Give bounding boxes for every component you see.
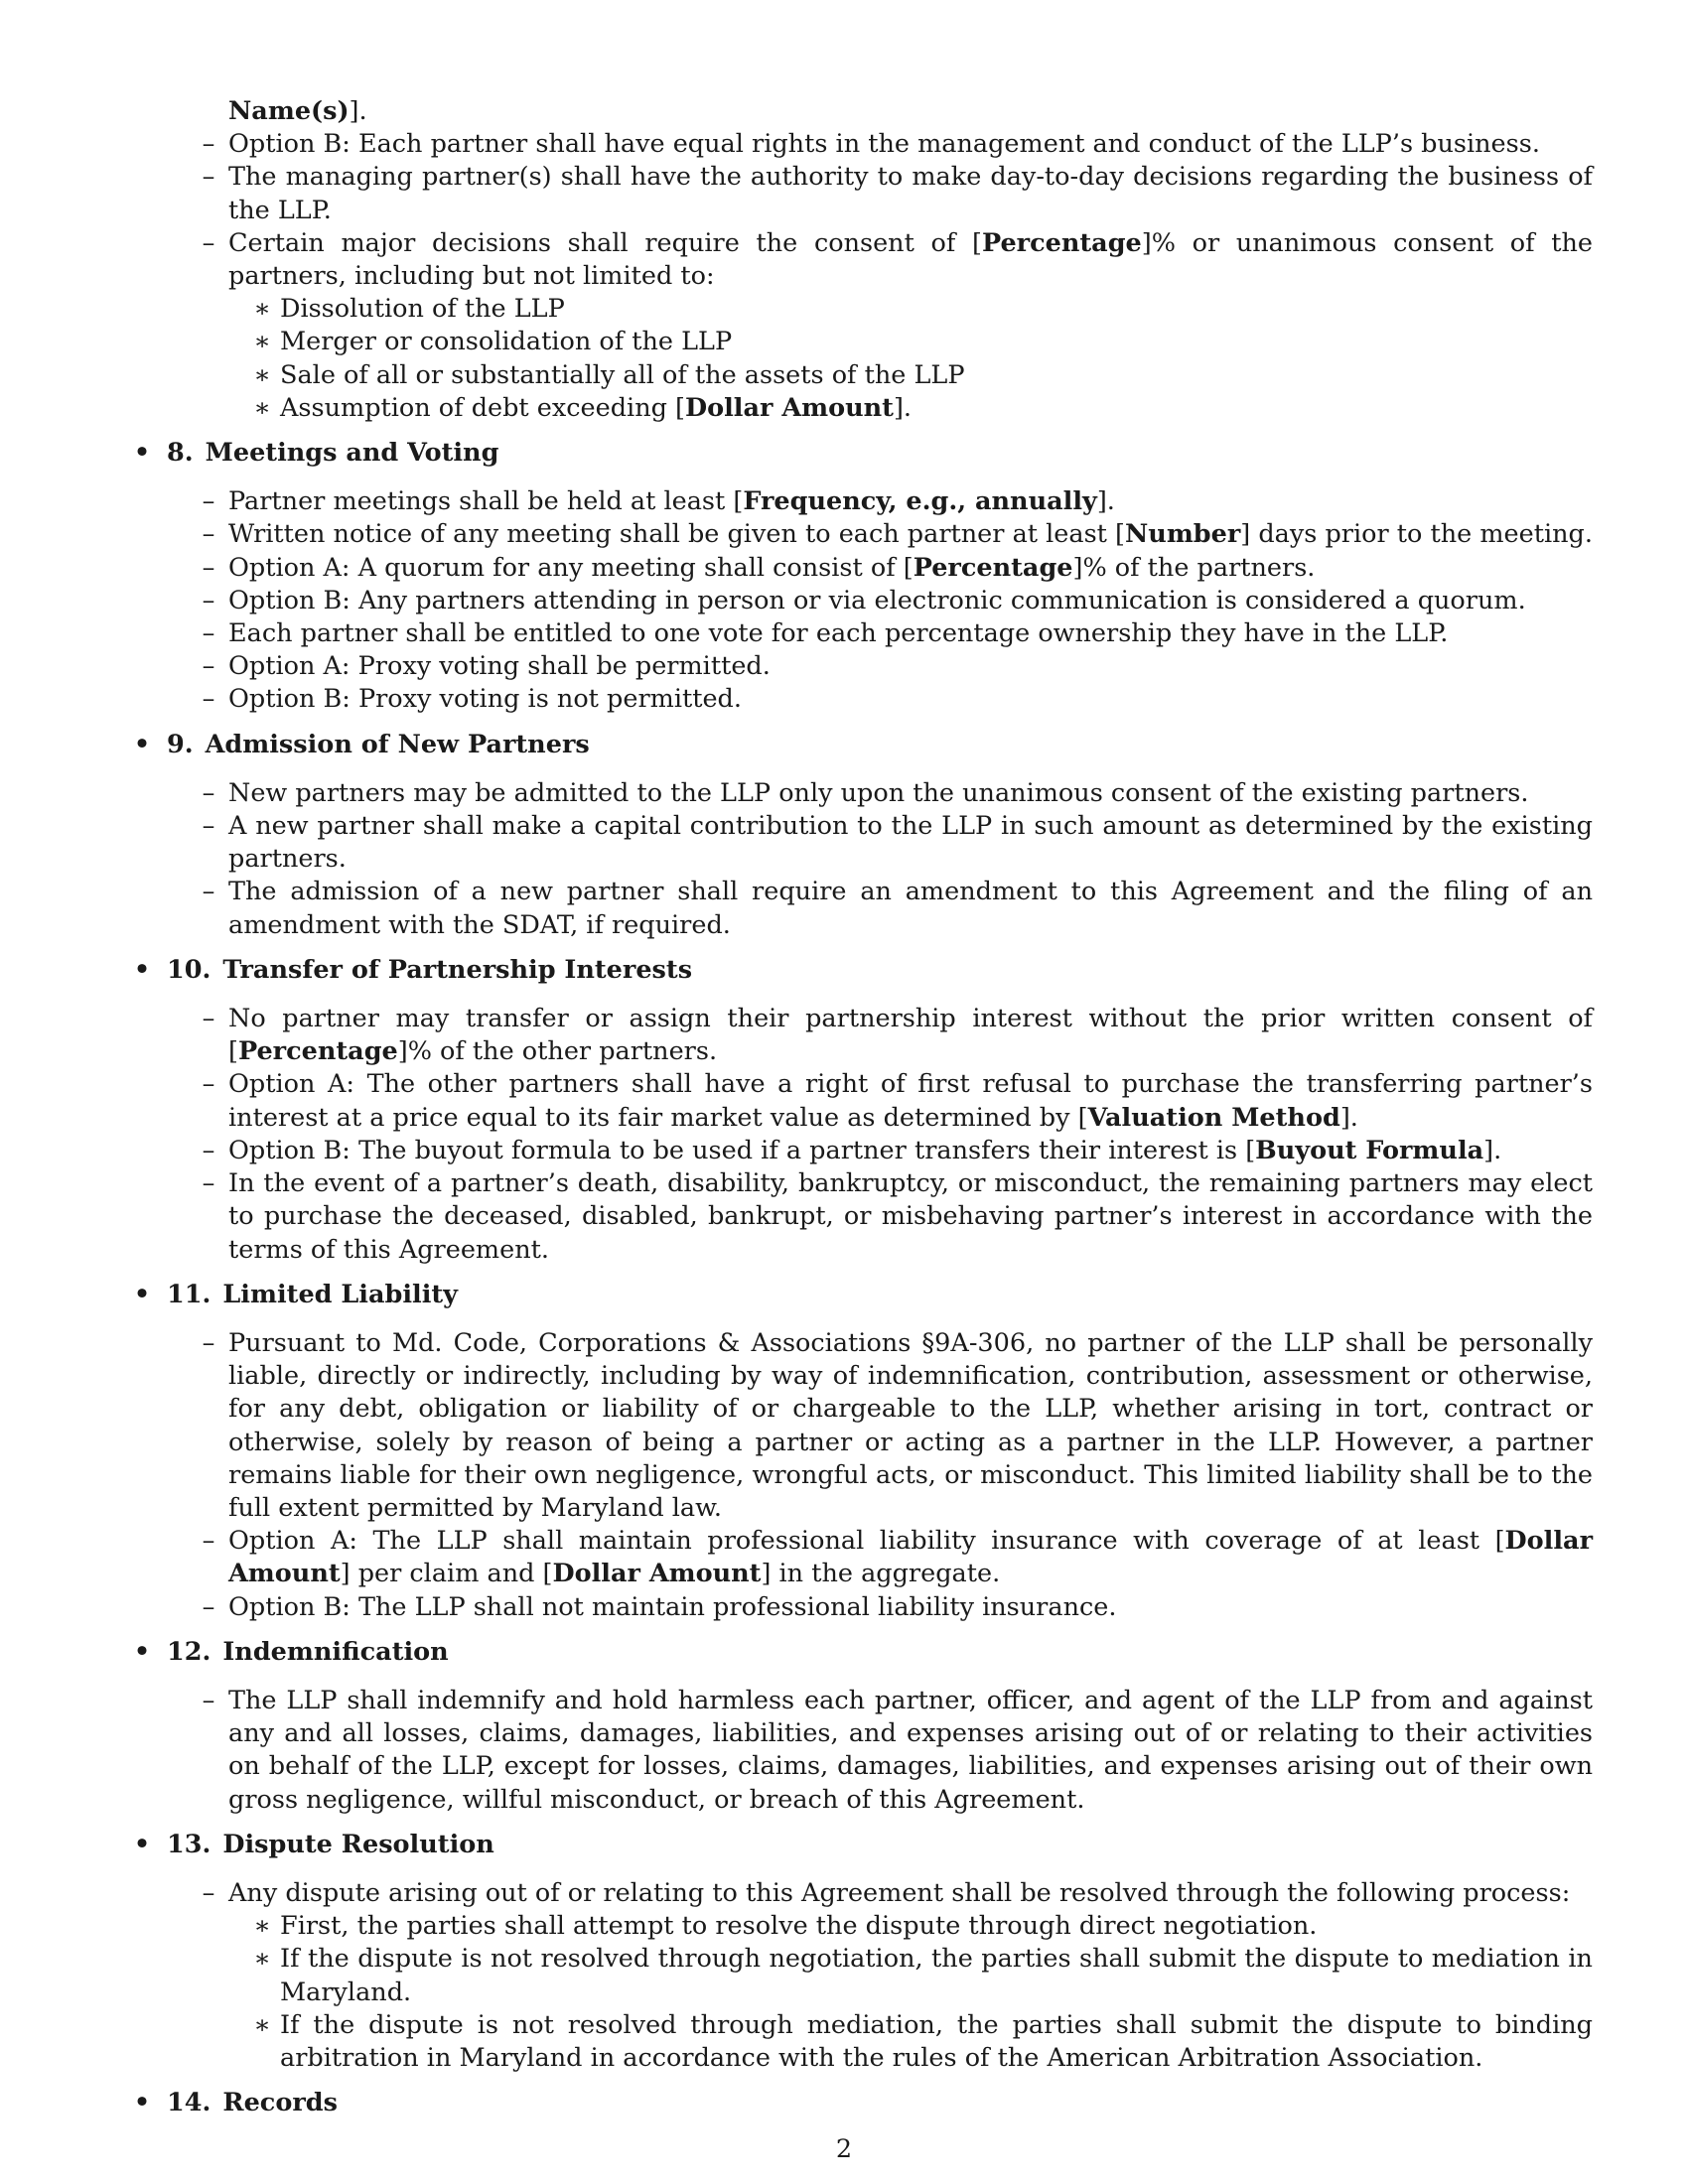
dash-bullet-icon: –: [202, 552, 215, 583]
placeholder-field: Valuation Method: [1087, 1102, 1340, 1133]
item-text: Option B: Each partner shall have equal rights in the management and conduct of the LLP’s business.: [228, 129, 1540, 160]
dash-bullet-icon: –: [202, 1877, 215, 1908]
placeholder-field: Percentage: [981, 227, 1142, 258]
list-item: [127, 1685, 1593, 1817]
carryover-bold: Name(s): [228, 96, 350, 126]
section-number: 9.: [167, 729, 194, 759]
section-title: Dispute Resolution: [222, 1829, 494, 1859]
bullet-icon: •: [133, 2088, 151, 2118]
item-text: If the dispute is not resolved through negotiation, the parties shall submit the dispute to mediation in Maryland.: [280, 1944, 1593, 2007]
list-item: [127, 1327, 1593, 1525]
item-text: Sale of all or substantially all of the assets of the LLP: [280, 359, 965, 390]
carryover-list: [127, 128, 1593, 425]
dash-bullet-icon: –: [202, 1685, 215, 1715]
list-item: [127, 1068, 1593, 1134]
item-text: ]% of the partners.: [1072, 552, 1316, 583]
section-items: [127, 1327, 1593, 1624]
placeholder-field: Frequency, e.g., annually: [743, 486, 1097, 517]
item-text: Assumption of debt exceeding [: [280, 392, 685, 423]
dash-bullet-icon: –: [202, 777, 215, 808]
sub-list-item: [127, 1943, 1593, 2008]
asterisk-bullet-icon: ∗: [253, 1911, 271, 1942]
list-item: [127, 1525, 1593, 1590]
item-text: ]% or unanimous consent of the partners, including but not limited to:: [228, 227, 1594, 292]
item-text: Option B: Proxy voting is not permitted.: [228, 684, 742, 715]
item-text: No partner may transfer or assign their partnership interest without the prior written consent of [: [228, 1004, 1593, 1067]
item-text: ].: [1339, 1102, 1358, 1133]
item-text: Merger or consolidation of the LLP: [280, 327, 733, 357]
list-item: [127, 518, 1593, 551]
section-number: 11.: [167, 1279, 211, 1309]
bullet-icon: •: [133, 438, 151, 469]
item-text: Certain major decisions shall require the consent of [: [228, 227, 982, 258]
asterisk-bullet-icon: ∗: [253, 359, 271, 390]
section-title: Transfer of Partnership Interests: [222, 954, 693, 985]
item-text: Partner meetings shall be held at least [: [228, 486, 744, 517]
carryover-continuation: [127, 95, 1593, 128]
list-item: [127, 1877, 1593, 1910]
section-heading: [127, 1829, 1593, 1861]
list-item: [127, 1003, 1593, 1068]
list-item: [127, 1167, 1593, 1267]
section-heading: [127, 954, 1593, 987]
bullet-icon: •: [133, 954, 151, 985]
list-item: [127, 552, 1593, 585]
list-item: [127, 650, 1593, 683]
sub-list-item: [127, 293, 1593, 326]
dash-bullet-icon: –: [202, 1168, 215, 1199]
dash-bullet-icon: –: [202, 651, 215, 682]
item-text: Dissolution of the LLP: [280, 294, 565, 325]
sub-list-item: [127, 1910, 1593, 1943]
dash-bullet-icon: –: [202, 1069, 215, 1100]
list-item: [127, 1135, 1593, 1167]
placeholder-field: Dollar Amount: [228, 1526, 1593, 1589]
section-items: [127, 1685, 1593, 1817]
section-title: Records: [222, 2088, 338, 2118]
item-text: ].: [1096, 486, 1115, 517]
asterisk-bullet-icon: ∗: [253, 327, 271, 357]
placeholder-field: Percentage: [913, 552, 1073, 583]
dash-bullet-icon: –: [202, 519, 215, 550]
dash-bullet-icon: –: [202, 684, 215, 715]
sub-list-item: [127, 326, 1593, 358]
section-11: [127, 1279, 1593, 1624]
sub-list-item: [127, 2009, 1593, 2075]
item-text: Option A: A quorum for any meeting shall consist of [: [228, 552, 914, 583]
sections-list: [127, 437, 1593, 2119]
section-number: 12.: [167, 1636, 211, 1667]
item-text: In the event of a partner’s death, disability, bankruptcy, or misconduct, the remaining partners may elect to purchase the deceased, disabled, bankrupt, or misbehaving partner’s interest in accordance with the terms of this Agreement.: [228, 1168, 1593, 1265]
item-text: Option A: Proxy voting shall be permitted.: [228, 651, 771, 682]
dash-bullet-icon: –: [202, 1135, 215, 1165]
section-items: [127, 1003, 1593, 1267]
dash-bullet-icon: –: [202, 1327, 215, 1358]
list-item: [127, 585, 1593, 617]
list-item: [127, 128, 1593, 161]
item-text: Option A: The LLP shall maintain professional liability insurance with coverage of at least [: [228, 1526, 1505, 1557]
section-number: 8.: [167, 438, 194, 469]
item-text: ]% of the other partners.: [397, 1036, 718, 1067]
dash-bullet-icon: –: [202, 585, 215, 615]
item-text: If the dispute is not resolved through mediation, the parties shall submit the dispute to binding arbitration in Maryland in accordance with the rules of the American Arbitration Association.: [280, 2009, 1593, 2073]
item-text: ].: [1483, 1135, 1502, 1165]
section-number: 13.: [167, 1829, 211, 1859]
dash-bullet-icon: –: [202, 1526, 215, 1557]
section-heading: [127, 437, 1593, 470]
placeholder-field: Number: [1124, 519, 1241, 550]
list-item: [127, 161, 1593, 226]
section-number: 14.: [167, 2088, 211, 2118]
item-text: ] in the aggregate.: [761, 1559, 1001, 1589]
dash-bullet-icon: –: [202, 486, 215, 517]
section-title: Limited Liability: [222, 1279, 458, 1309]
section-title: Admission of New Partners: [205, 729, 590, 759]
section-heading: [127, 1636, 1593, 1669]
dash-bullet-icon: –: [202, 1004, 215, 1034]
section-10: [127, 954, 1593, 1267]
section-8: [127, 437, 1593, 717]
item-text: ].: [893, 392, 913, 423]
placeholder-field: Percentage: [237, 1036, 398, 1067]
placeholder-field: Dollar Amount: [685, 392, 894, 423]
list-item: [127, 1591, 1593, 1624]
item-text: ] per claim and [: [340, 1559, 553, 1589]
dash-bullet-icon: –: [202, 227, 215, 258]
bullet-icon: •: [133, 1636, 151, 1667]
item-text: Option B: The LLP shall not maintain professional liability insurance.: [228, 1591, 1117, 1622]
section-items: [127, 485, 1593, 716]
section-9: [127, 729, 1593, 942]
section-items: [127, 777, 1593, 942]
item-text: First, the parties shall attempt to resolve the dispute through direct negotiation.: [280, 1911, 1318, 1942]
dash-bullet-icon: –: [202, 811, 215, 842]
item-text: ] days prior to the meeting.: [1240, 519, 1593, 550]
section-title: Meetings and Voting: [205, 438, 499, 469]
item-text: Option B: The buyout formula to be used if a partner transfers their interest is [: [228, 1135, 1256, 1165]
item-text: Pursuant to Md. Code, Corporations & Associations §9A-306, no partner of the LLP shall be personally liable, directly or indirectly, including by way of indemnification, contribution, assessment or otherwise, for any debt, obligation or liability of or chargeable to the LLP, whether arising in tort, contract or otherwise, solely by reason of being a partner or acting as a partner in the LLP. However, a partner remains liable for their own negligence, wrongful acts, or misconduct. This limited liability shall be to the full extent permitted by Maryland law.: [228, 1327, 1593, 1523]
item-text: A new partner shall make a capital contribution to the LLP in such amount as determined by the existing partners.: [228, 811, 1593, 875]
sub-list-item: [127, 359, 1593, 392]
item-text: The admission of a new partner shall require an amendment to this Agreement and the filing of an amendment with the SDAT, if required.: [228, 877, 1593, 940]
list-item: [127, 683, 1593, 716]
bullet-icon: •: [133, 729, 151, 759]
item-text: The managing partner(s) shall have the authority to make day-to-day decisions regarding the business of the LLP.: [228, 162, 1593, 225]
section-12: [127, 1636, 1593, 1817]
item-text: Written notice of any meeting shall be given to each partner at least [: [228, 519, 1125, 550]
section-13: [127, 1829, 1593, 2075]
asterisk-bullet-icon: ∗: [253, 1944, 271, 1975]
dash-bullet-icon: –: [202, 877, 215, 907]
item-text: Option B: Any partners attending in person or via electronic communication is considered a quorum.: [228, 585, 1526, 615]
section-items: [127, 1877, 1593, 2075]
list-item: [127, 810, 1593, 876]
section-title: Indemnification: [222, 1636, 449, 1667]
asterisk-bullet-icon: ∗: [253, 392, 271, 423]
item-text: Each partner shall be entitled to one vote for each percentage ownership they have in the LLP.: [228, 618, 1449, 649]
dash-bullet-icon: –: [202, 618, 215, 649]
dash-bullet-icon: –: [202, 1591, 215, 1622]
asterisk-bullet-icon: ∗: [253, 294, 271, 325]
document-body: [127, 95, 1593, 2119]
page-number: 2: [835, 2134, 853, 2164]
list-item: [127, 876, 1593, 941]
list-item: [127, 777, 1593, 810]
item-text: Any dispute arising out of or relating to this Agreement shall be resolved through the following process:: [228, 1877, 1571, 1908]
item-text: The LLP shall indemnify and hold harmless each partner, officer, and agent of the LLP from and against any and all losses, claims, damages, liabilities, and expenses arising out of or relating to their activities on behalf of the LLP, except for losses, claims, damages, liabilities, and expenses arising out of their own gross negligence, willful misconduct, or breach of this Agreement.: [228, 1685, 1593, 1815]
bullet-icon: •: [133, 1829, 151, 1859]
list-item: [127, 485, 1593, 518]
bullet-icon: •: [133, 1279, 151, 1309]
placeholder-field: Dollar Amount: [552, 1559, 762, 1589]
item-text: New partners may be admitted to the LLP only upon the unanimous consent of the existing partners.: [228, 777, 1529, 808]
dash-bullet-icon: –: [202, 129, 215, 160]
section-heading: [127, 1279, 1593, 1311]
item-text: Option A: The other partners shall have a right of first refusal to purchase the transferring partner’s interest at a price equal to its fair market value as determined by [: [228, 1069, 1593, 1133]
sub-list-item: [127, 392, 1593, 425]
dash-bullet-icon: –: [202, 162, 215, 193]
placeholder-field: Buyout Formula: [1255, 1135, 1484, 1165]
asterisk-bullet-icon: ∗: [253, 2009, 271, 2040]
section-heading: [127, 2087, 1593, 2119]
section-number: 10.: [167, 954, 211, 985]
list-item: [127, 227, 1593, 293]
section-14: [127, 2087, 1593, 2119]
section-heading: [127, 729, 1593, 761]
carryover-tail: ].: [349, 96, 367, 126]
list-item: [127, 617, 1593, 650]
